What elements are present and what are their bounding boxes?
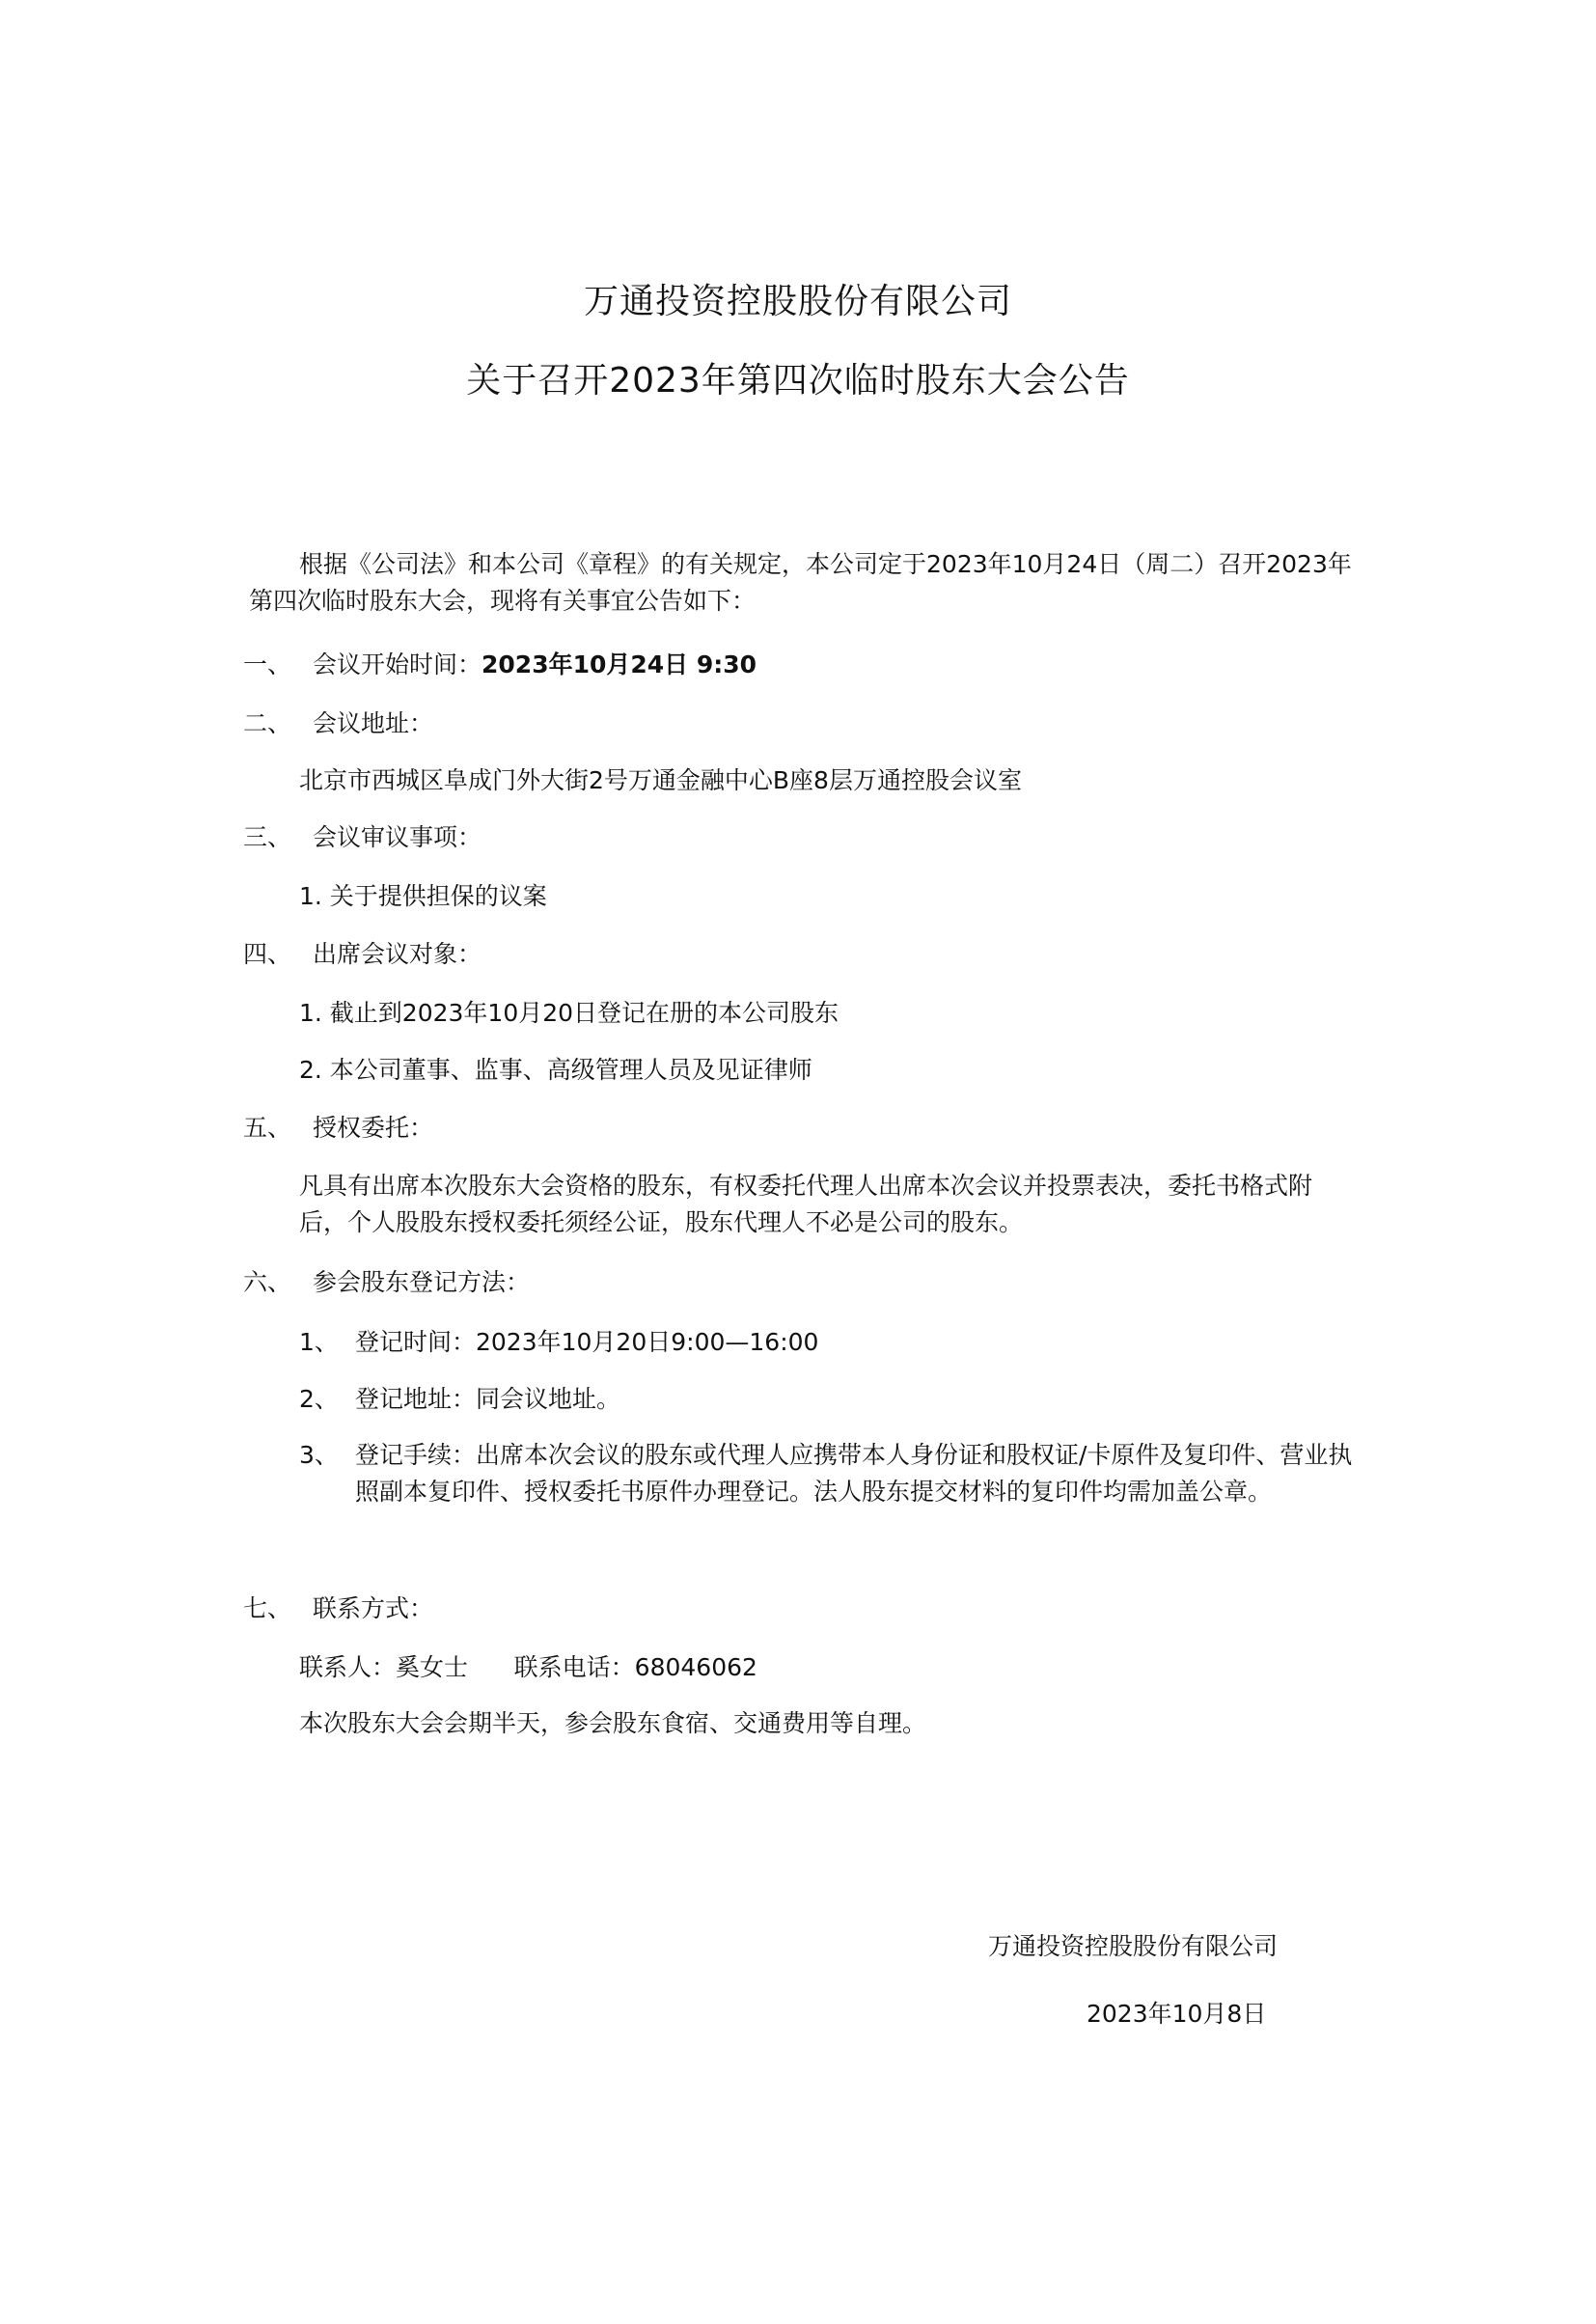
section-7-label: 联系方式： xyxy=(313,1594,434,1622)
section-1-heading xyxy=(243,647,1353,683)
section-6-number: 六、 xyxy=(243,1268,292,1296)
section-3-label: 会议审议事项： xyxy=(313,823,482,851)
section-7-heading xyxy=(243,1591,1353,1627)
registration-item-2-number: 2、 xyxy=(299,1385,339,1413)
section-7-number: 七、 xyxy=(243,1594,292,1622)
title-company: 万通投资控股股份有限公司 xyxy=(583,282,1012,321)
section-6-label: 参会股东登记方法： xyxy=(313,1268,531,1296)
proxy-paragraph: 凡具有出席本次股东大会资格的股东，有权委托代理人出席本次会议并投票表决，委托书格式附后，个人股股东授权委托须经公证，股东代理人不必是公司的股东。 xyxy=(299,1172,1313,1236)
section-5-label: 授权委托： xyxy=(313,1114,434,1142)
meeting-address: 北京市西城区阜成门外大街2号万通金融中心B座8层万通控股会议室 xyxy=(299,766,1022,794)
signature-date: 2023年10月8日 xyxy=(1087,2000,1267,2028)
attendee-item-1: 1. 截止到2023年10月20日登记在册的本公司股东 xyxy=(299,999,839,1027)
section-5-number: 五、 xyxy=(243,1114,292,1142)
section-2-heading xyxy=(243,706,1353,742)
registration-item-2 xyxy=(299,1381,1361,1418)
section-4-number: 四、 xyxy=(243,940,292,968)
registration-item-1-number: 1、 xyxy=(299,1328,339,1356)
registration-item-1 xyxy=(299,1324,1361,1361)
section-4-label: 出席会议对象： xyxy=(313,940,482,968)
meeting-note: 本次股东大会会期半天，参会股东食宿、交通费用等自理。 xyxy=(299,1709,927,1737)
section-3-heading xyxy=(243,819,1353,856)
section-6-heading xyxy=(243,1264,1353,1301)
attendee-item-2: 2. 本公司董事、监事、高级管理人员及见证律师 xyxy=(299,1056,812,1084)
registration-time: 登记时间：2023年10月20日9:00—16:00 xyxy=(355,1328,819,1356)
section-1-number: 一、 xyxy=(243,650,292,678)
registration-item-3 xyxy=(299,1437,1356,1510)
registration-item-3-number: 3、 xyxy=(299,1441,339,1469)
contact-info: 联系人：奚女士 联系电话：68046062 xyxy=(299,1653,757,1681)
section-1-label: 会议开始时间： xyxy=(313,650,482,678)
section-3-number: 三、 xyxy=(243,823,292,851)
section-2-label: 会议地址： xyxy=(313,709,434,737)
meeting-start-time: 2023年10月24日 9:30 xyxy=(482,650,757,678)
section-2-number: 二、 xyxy=(243,709,292,737)
section-4-heading xyxy=(243,936,1353,973)
intro-paragraph: 根据《公司法》和本公司《章程》的有关规定，本公司定于2023年10月24日（周二）召开2023年第四次临时股东大会，现将有关事宜公告如下： xyxy=(249,550,1352,615)
signature-company: 万通投资控股股份有限公司 xyxy=(988,1932,1279,1960)
title-announcement: 关于召开2023年第四次临时股东大会公告 xyxy=(466,361,1130,401)
registration-procedure: 登记手续：出席本次会议的股东或代理人应携带本人身份证和股权证/卡原件及复印件、营业执照副本复印件、授权委托书原件办理登记。法人股东提交材料的复印件均需加盖公章。 xyxy=(355,1441,1353,1506)
agenda-item-1: 1. 关于提供担保的议案 xyxy=(299,882,547,910)
section-5-heading xyxy=(243,1110,1353,1147)
registration-address: 登记地址：同会议地址。 xyxy=(355,1385,621,1413)
